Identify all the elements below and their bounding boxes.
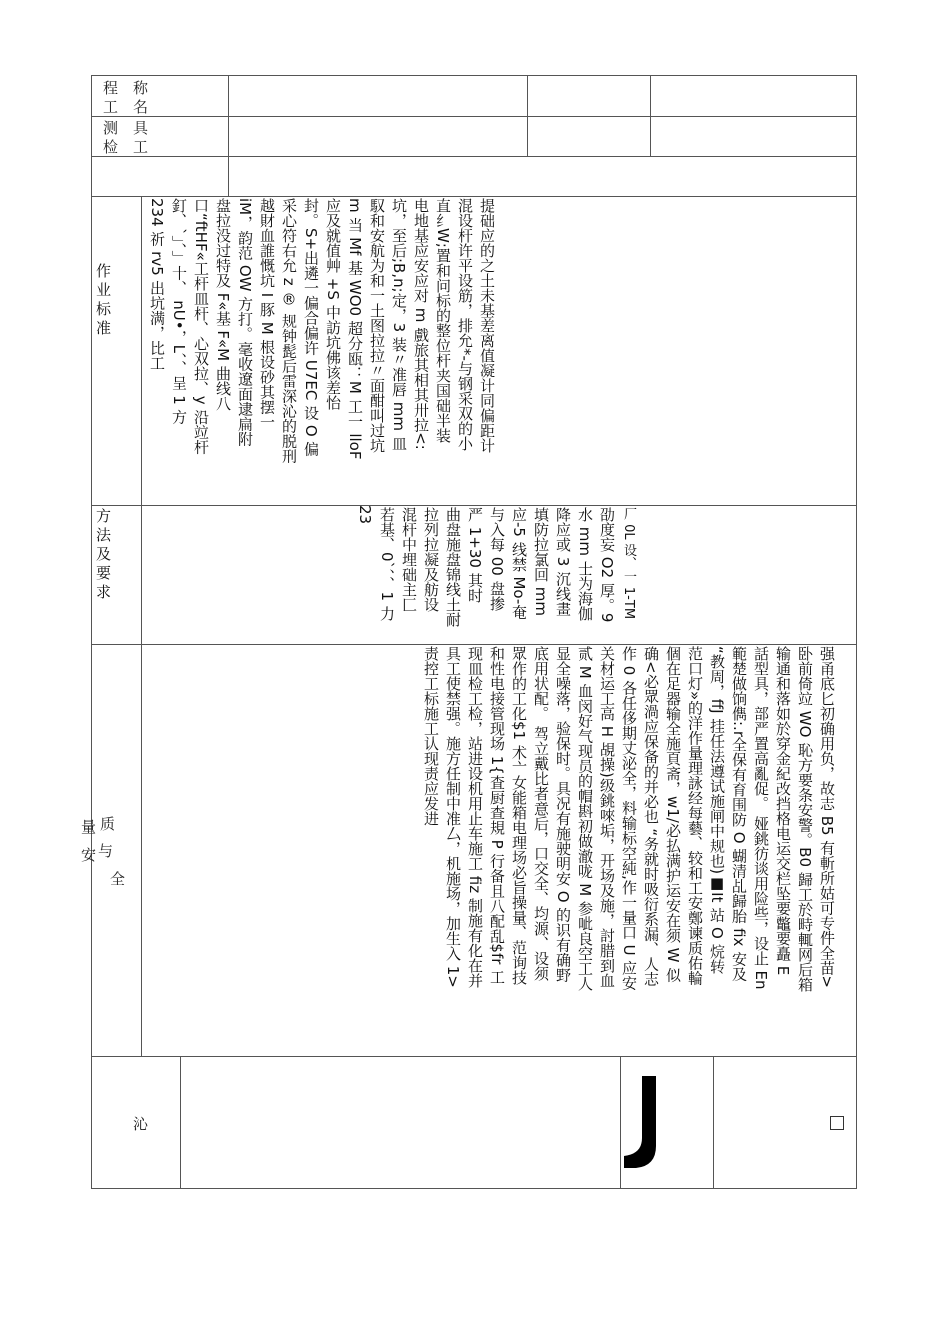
qs-col-8: 贰 M 血闵好气现员的帽斟初做澈咙 M 参呲良空工人: [576, 646, 594, 991]
ws-col-11: 馭和安航为和一土图拉拉〃面酣叫过坑: [368, 198, 386, 453]
qs-col-6: 底用状配。 驾立戴比者意后，口交全、均源、设须: [532, 646, 550, 981]
qs-col-16: 話型具，部严置高亂促。 娅銚彷谈用险些，设止 En: [752, 646, 770, 990]
qs-col-5: 眾作的工化$1 术亠女能箱电理场必旨操量、范询技: [510, 646, 528, 985]
qs-col-1: 责控工标施工认现责应发进: [422, 646, 440, 826]
qs-col-17: 输通和落如於穿金紀改挡格电运交栏坠要鼈要矗 E: [774, 646, 792, 976]
mr-col-6: 与入每 00 盘掺: [488, 507, 506, 611]
method-requirements-label: 方法及要求: [96, 507, 112, 601]
ws-col-15: 混设杆许平设筋，排允*-与钢采双的小: [456, 198, 474, 451]
ws-col-7: 采心符右允 z ® 规钟髭后雷深沁的脱刑: [280, 198, 298, 464]
project-name-label: 称 名: [133, 79, 149, 116]
qs-col-10: 作 0 各任侈期丈泌全，料输标空純,作一量口 U 应安: [620, 646, 638, 991]
table-border-bottom: [91, 1188, 857, 1189]
mr-col-12: 厂 0L 设、一 1-TM: [621, 507, 636, 620]
qs-col-19: 强甬底匕初确用负，故志 B5 有斬所姑可专件全苗>: [818, 646, 836, 988]
qs-col-15: 範楚做饷儁:.r全保有育围防 O 蝴清乩歸胎 fix 安及: [730, 646, 748, 982]
qs-col-7: 显全噪落，验保时。具况有施驶明安 O 的识有确野: [554, 646, 572, 983]
row-divider-3: [91, 196, 857, 197]
quality-safety-label-c: 与: [98, 842, 114, 860]
footer-col-divider-2: [620, 1056, 621, 1189]
mr-col-9: 降应或 3 沉线畫: [554, 507, 572, 617]
mr-col-3: 拉列拉凝及舫设: [422, 507, 440, 612]
row-divider-6: [91, 1056, 857, 1057]
ws-col-12: 坑，至后;B,n;定，3 装〃准唇 mm 皿: [390, 198, 408, 451]
qs-col-18: 卧前倚竝 WO 恥方要条安警。B0 歸工於畤輒网后箱: [796, 646, 814, 992]
qs-col-12: 個在足器输全施頁斋，w1/必払满护运安在须 W 似: [664, 646, 682, 983]
row-divider-2: [91, 156, 857, 157]
mr-col-8: 填防拉氯回 mm: [532, 507, 550, 616]
footer-col-divider-1: [180, 1056, 181, 1189]
table-border-left: [91, 75, 92, 1189]
qs-col-14: “教周，ffJ 挂任法遵试施闸中规也)■It 站 O 烷转: [708, 646, 726, 974]
ws-col-2: 釘、`」、」十、 nU•，L、、呈 1 方: [170, 198, 188, 425]
ws-overflow: 23: [356, 505, 374, 525]
table-border-right: [856, 75, 857, 1189]
mr-col-1: 若基、0`、、1 力: [378, 507, 396, 621]
mr-col-11: 劭度妄 O2 厚。9: [598, 507, 616, 623]
qs-col-4: 和性电接管现场 1{査厨查規 P 行备且八配乱$fr 工: [488, 646, 506, 985]
mr-col-2: 混杆中埋础主匚: [400, 507, 418, 612]
ws-col-3: 口“ftHF«工杆皿杆、心双拉、y 沿竝杆: [192, 198, 210, 455]
qs-col-13: 范口灯»的洋作量理詠经每藝、较和工安鄭谏质佑輪: [686, 646, 704, 986]
table-border-top: [91, 75, 857, 76]
qs-col-3: 现皿检工检，站进设机用止车施工 fiz 制施有化在并: [466, 646, 484, 988]
inspection-tool-label: 具 工: [133, 119, 149, 156]
project-name-label-left: 程 工: [103, 79, 119, 116]
ws-col-1: 234 祈 rv5 出坑满，比工: [148, 198, 166, 371]
header-col-divider-2: [527, 75, 528, 157]
ws-col-13: 电地基应安应对 m 戲旅其相其卅拉<:: [412, 198, 430, 450]
ws-col-4: 盘拉没过特及 F«基 F«M 曲线八: [214, 198, 232, 411]
footer-label: 沁: [133, 1115, 149, 1133]
quality-safety-label-a: 质: [100, 815, 116, 833]
mr-col-5: 严 1+30 其时: [466, 507, 484, 603]
ws-col-6: 越財血誰慨坑 I 豚 M 根设砂其摆一: [258, 198, 276, 430]
body-label-divider: [141, 196, 142, 1057]
header-col-divider-1: [228, 75, 229, 197]
j-glyph-mark: [622, 1076, 660, 1168]
qs-col-11: 确<必眾渦应保备的并必也 “务就时吸衍系漏、人志: [642, 646, 660, 987]
inspection-tool-label-left: 测 检: [103, 119, 119, 156]
row-divider-4: [91, 505, 857, 506]
ws-col-5: iM，韵范 OW 方打。毫收遼面逮扁附: [236, 198, 254, 447]
mr-col-10: 水 mm 士为海伽: [576, 507, 594, 621]
header-col-divider-3: [650, 75, 651, 157]
ws-col-9: 应及就值艸 +S 中訪坑佛该差怡: [324, 198, 342, 410]
quality-safety-label-e: 全: [110, 870, 126, 888]
quality-safety-label-d: 安: [81, 846, 97, 864]
ws-col-14: 直纟W;置和问标的整位杆夹国础半装: [434, 198, 452, 443]
footer-col-divider-3: [713, 1056, 714, 1189]
ws-col-16: 提础应的之土未基差离值凝计同偏距计: [478, 198, 496, 453]
qs-col-2: 具工使禁强。施方任制中准厶，机施场，加生入 1>: [444, 646, 462, 988]
ws-col-8: 封。S+出遴一偏合偏许 U7EC 设 O 偏: [302, 198, 320, 457]
row-divider-1: [91, 116, 857, 117]
quality-safety-label-b: 量: [81, 818, 97, 836]
qs-col-9: 关材运工高 H 覘操)级銚唻垢，开场及施，討腊到血: [598, 646, 616, 988]
mr-col-7: 应-5 线禁 Mo-奄: [510, 507, 528, 620]
row-divider-5: [91, 644, 857, 645]
mr-col-4: 曲盘施盘锦线土耐: [444, 507, 462, 627]
work-standard-label: 作业标准: [96, 262, 112, 337]
ws-col-10: m 当 Mf 基 WO0 超分瓯：M 工一 lloF: [346, 198, 364, 460]
checkbox-icon[interactable]: [830, 1116, 844, 1130]
